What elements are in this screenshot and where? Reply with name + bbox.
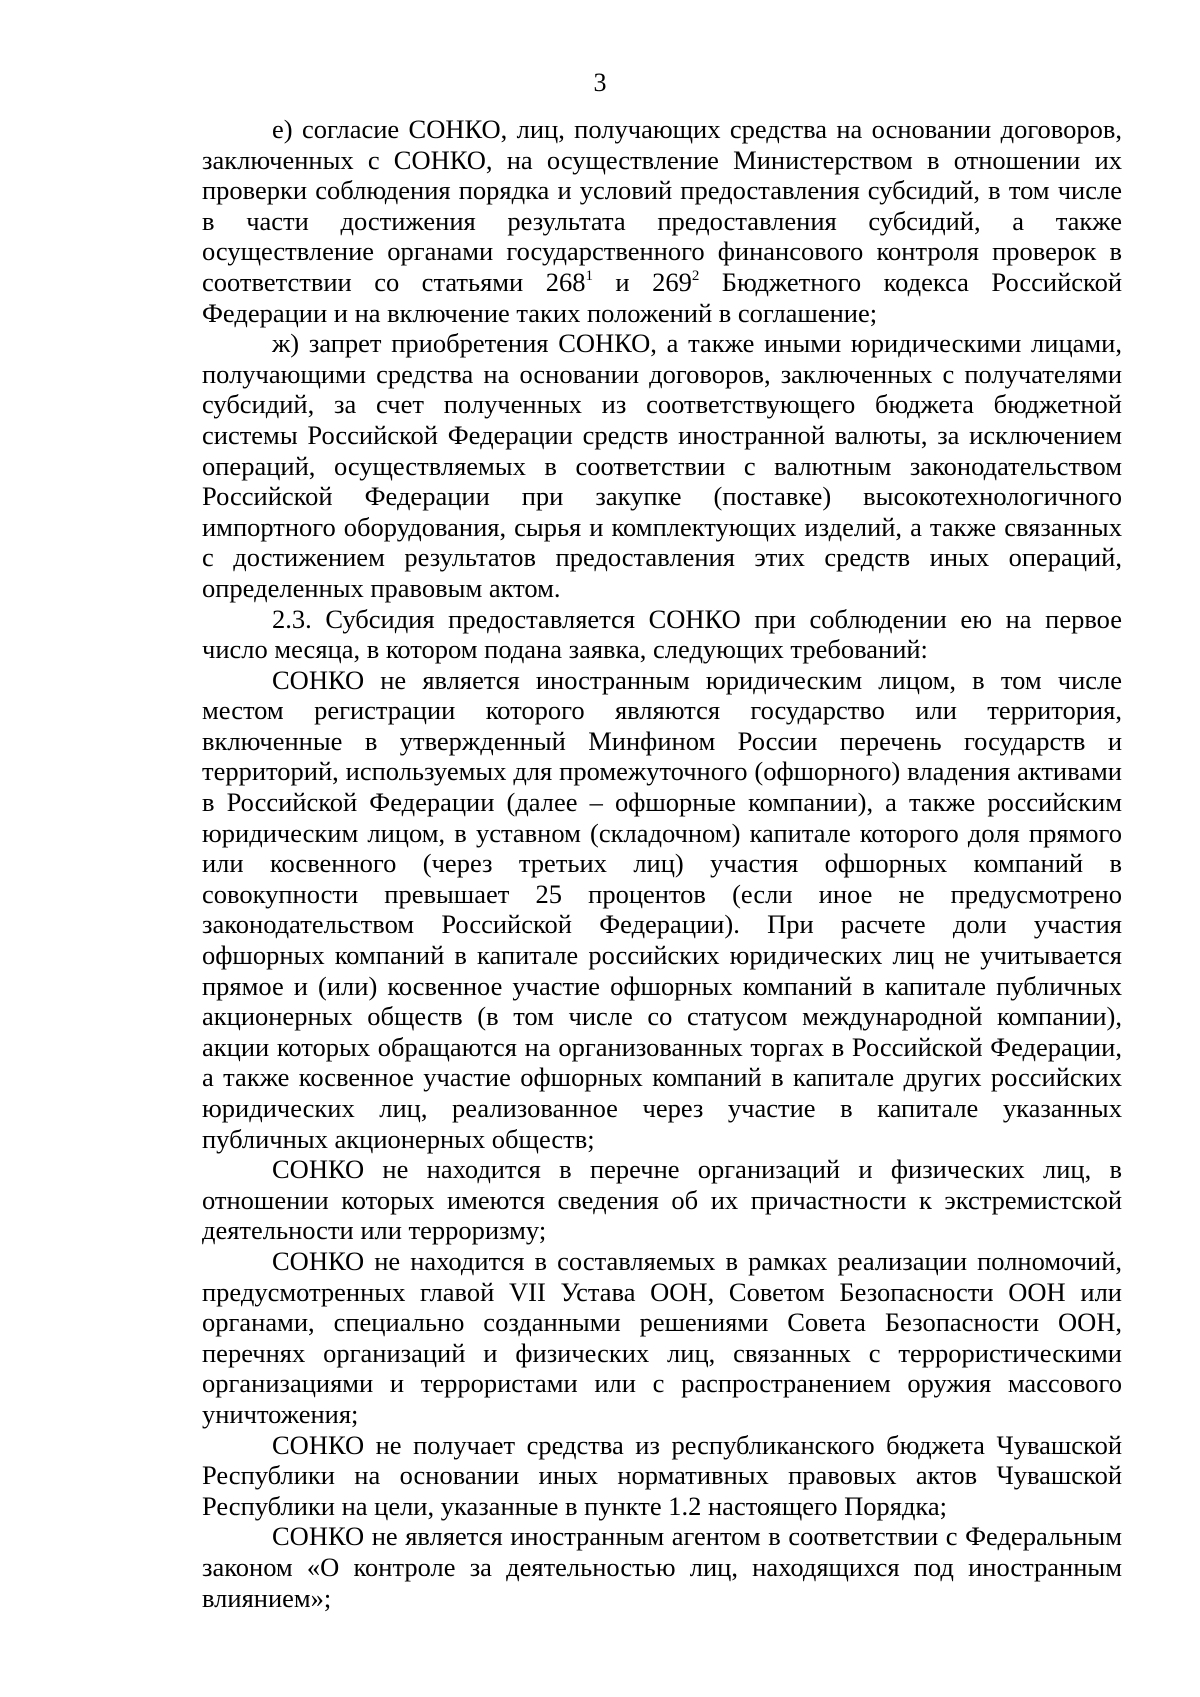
paragraph	[202, 604, 1122, 665]
text-segment: е) согласие СОНКО, лиц, получающих средства на основании договоров, заключенных с СОНКО, на осуществление Министерством в отношении их проверки соблюдения порядка и условий предоставления субсидий, в том числе в части достижения результата предоставления субсидий, а также осуществление органами государственного финансового контроля проверок в соответствии со статьями 268	[202, 114, 1122, 297]
superscript: 2	[691, 267, 700, 284]
text-segment: СОНКО не находится в перечне организаций и физических лиц, в отношении которых имеются сведения об их причастности к экстремистской деятельности или терроризму;	[202, 1154, 1122, 1246]
text-segment: 2.3. Субсидия предоставляется СОНКО при соблюдении ею на первое число месяца, в котором подана заявка, следующих требований:	[202, 603, 1122, 665]
text-segment: ж) запрет приобретения СОНКО, а также иными юридическими лицами, получающими средства на основании договоров, заключенных с получателями субсидий, за счет полученных из соответствующего бюджета бюджетной системы Российской Федерации средств иностранной валюты, за исключением операций, осуществляемых в соответствии с валютным законодательством Российской Федерации при закупке (поставке) высокотехнологичного импортного оборудования, сырья и комплектующих изделий, а также связанных с достижением результатов предоставления этих средств иных операций, определенных правовым актом.	[202, 328, 1122, 603]
text-segment: Бюджетного кодекса Российской Федерации и на включение таких положений в соглашение;	[202, 266, 1122, 328]
text-segment: и 269	[592, 266, 692, 297]
paragraph	[202, 328, 1122, 603]
paragraph	[202, 1430, 1122, 1522]
paragraph	[202, 1246, 1122, 1430]
document-body	[202, 114, 1122, 1613]
text-segment: СОНКО не является иностранным агентом в соответствии с Федеральным законом «О контроле за деятельностью лиц, находящихся под иностранным влиянием»;	[202, 1521, 1122, 1613]
text-segment: СОНКО не получает средства из республиканского бюджета Чувашской Республики на основании иных нормативных правовых актов Чувашской Республики на цели, указанные в пункте 1.2 настоящего Порядка;	[202, 1429, 1122, 1521]
paragraph	[202, 114, 1122, 328]
paragraph	[202, 1154, 1122, 1246]
text-segment: СОНКО не находится в составляемых в рамках реализации полномочий, предусмотренных главой VII Устава ООН, Советом Безопасности ООН или органами, специально созданными решениями Совета Безопасности ООН, перечнях организаций и физических лиц, связанных с террористическими организациями и террористами или с распространением оружия массового уничтожения;	[202, 1245, 1122, 1429]
text-segment: СОНКО не является иностранным юридическим лицом, в том числе местом регистрации которого являются государство или территория, включенные в утвержденный Минфином России перечень государств и территорий, используемых для промежуточного (офшорного) владения активами в Российской Федерации (далее – офшорные компании), а также российским юридическим лицом, в уставном (складочном) капитале которого доля прямого или косвенного (через третьих лиц) участия офшорных компаний в совокупности превышает 25 процентов (если иное не предусмотрено законодательством Российской Федерации). При расчете доли участия офшорных компаний в капитале российских юридических лиц не учитывается прямое и (или) косвенное участие офшорных компаний в капитале публичных акционерных обществ (в том числе со статусом международной компании), акции которых обращаются на организованных торгах в Российской Федерации, а также косвенное участие офшорных компаний в капитале других российских юридических лиц, реализованное через участие в капитале указанных публичных акционерных обществ;	[202, 664, 1122, 1154]
paragraph	[202, 665, 1122, 1155]
superscript: 1	[585, 267, 593, 284]
paragraph	[202, 1521, 1122, 1613]
page-number: 3	[593, 68, 607, 97]
